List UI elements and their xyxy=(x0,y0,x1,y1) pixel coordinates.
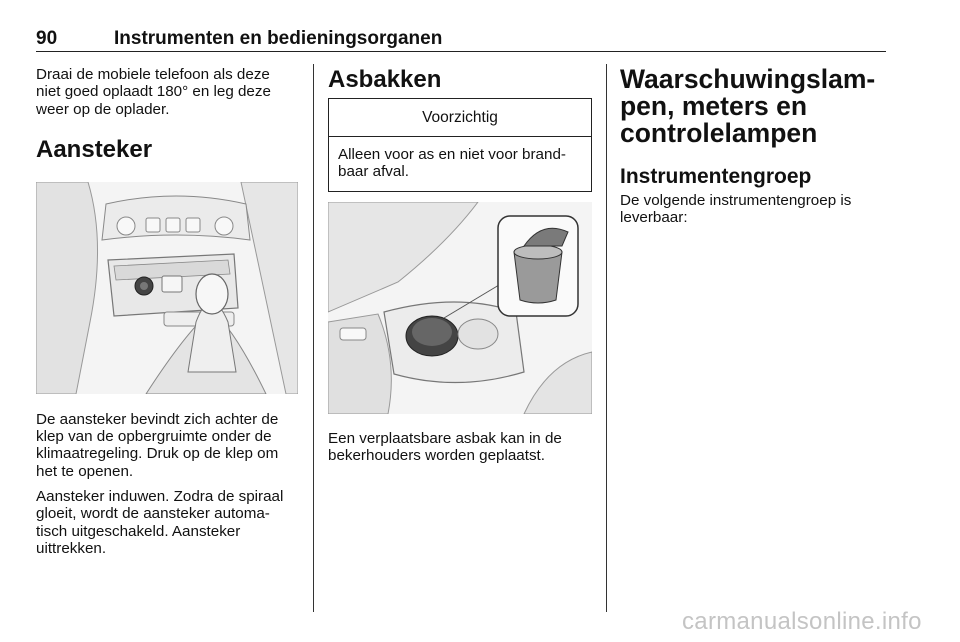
column-divider xyxy=(313,64,314,612)
intro-paragraph: Draai de mobiele telefoon als deze niet goed oplaadt 180° en leg deze weer op de oplader. xyxy=(36,66,271,118)
column-divider xyxy=(606,64,607,612)
section-heading-aansteker: Aansteker xyxy=(36,135,153,163)
caution-title: Voorzichtig xyxy=(329,99,591,137)
page-number: 90 xyxy=(36,28,58,49)
ashtray-illustration xyxy=(328,202,592,414)
caution-box xyxy=(328,98,592,192)
caution-text: Alleen voor as en niet voor brand‐ baar afval. xyxy=(338,146,566,181)
cigarette-lighter-illustration xyxy=(36,182,298,394)
column-2 xyxy=(328,66,592,472)
ashtray-paragraph: Een verplaatsbare asbak kan in de bekerhouders worden geplaatst. xyxy=(328,429,562,464)
subsection-heading-instrumentengroep: Instrumentengroep xyxy=(620,165,812,188)
instrument-cluster-paragraph: De volgende instrumentengroep is leverbaar: xyxy=(620,192,852,227)
running-title: Instrumenten en bedieningsorganen xyxy=(114,28,443,49)
chapter-heading: Waarschuwingslam‐ pen, meters en controlelampen xyxy=(620,64,876,148)
lighter-location-paragraph: De aansteker bevindt zich achter de klep van de opbergruimte onder de klimaatregeling. Druk op de klep om het te openen. xyxy=(36,410,279,480)
lighter-usage-paragraph: Aansteker induwen. Zodra de spiraal gloeit, wordt de aansteker automa‐ tisch uitgeschakeld. Aansteker uittrekken. xyxy=(36,488,284,557)
column-1 xyxy=(36,66,298,565)
section-heading-asbakken: Asbakken xyxy=(328,66,442,93)
watermark: carmanualsonline.info xyxy=(682,608,922,635)
column-3 xyxy=(620,66,886,235)
page-header xyxy=(36,28,886,52)
